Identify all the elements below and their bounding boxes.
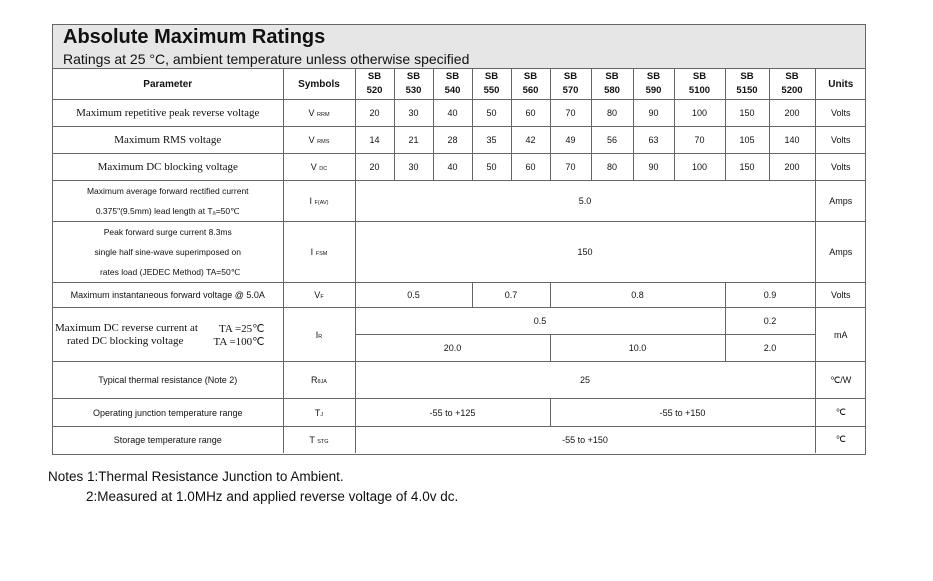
value-cell: 0.9 bbox=[725, 283, 815, 308]
unit-cell: ℃ bbox=[815, 399, 866, 427]
unit-cell: ℃ bbox=[815, 427, 866, 453]
page-subtitle: Ratings at 25 °C, ambient temperature unless otherwise specified bbox=[63, 51, 470, 67]
value-cell: 20 bbox=[355, 154, 394, 181]
value-cell: 80 bbox=[591, 154, 633, 181]
symbol: V RRM bbox=[283, 100, 355, 127]
value-cell: 200 bbox=[769, 100, 815, 127]
unit-cell: Volts bbox=[815, 154, 866, 181]
param-label: Storage temperature range bbox=[53, 427, 283, 453]
value-cell: 60 bbox=[511, 154, 550, 181]
value-cell: 10.0 bbox=[550, 335, 725, 362]
value-cell: 28 bbox=[433, 127, 472, 154]
unit-cell: mA bbox=[815, 308, 866, 362]
value-cell: 140 bbox=[769, 127, 815, 154]
notes-section bbox=[48, 467, 458, 507]
value-cell: 100 bbox=[674, 154, 725, 181]
value-cell: 150 bbox=[355, 222, 815, 283]
table-header-row bbox=[53, 69, 866, 100]
table-row bbox=[53, 308, 866, 335]
value-cell: 20 bbox=[355, 100, 394, 127]
symbol: V RMS bbox=[283, 127, 355, 154]
param-label: Maximum RMS voltage bbox=[53, 127, 283, 154]
ratings-panel bbox=[52, 24, 866, 455]
unit-cell: Volts bbox=[815, 100, 866, 127]
value-cell: 35 bbox=[472, 127, 511, 154]
value-cell: 0.5 bbox=[355, 283, 472, 308]
column-header-model: SB 540 bbox=[433, 69, 472, 100]
note-1: Notes 1:Thermal Resistance Junction to Ambient. bbox=[48, 469, 344, 484]
param-label: Typical thermal resistance (Note 2) bbox=[53, 362, 283, 399]
value-cell: 30 bbox=[394, 100, 433, 127]
column-header-symbols: Symbols bbox=[283, 69, 355, 100]
column-header-model: SB 570 bbox=[550, 69, 591, 100]
symbol: VF bbox=[283, 283, 355, 308]
value-cell: 90 bbox=[633, 100, 674, 127]
table-row bbox=[53, 399, 866, 427]
param-label: Maximum DC reverse current at TA =25℃ rated DC blocking voltage TA =100℃ bbox=[53, 308, 283, 362]
table-row bbox=[53, 427, 866, 453]
table-row bbox=[53, 283, 866, 308]
value-cell: 0.5 bbox=[355, 308, 725, 335]
value-cell: 90 bbox=[633, 154, 674, 181]
value-cell: 21 bbox=[394, 127, 433, 154]
table-row bbox=[53, 362, 866, 399]
value-cell: 56 bbox=[591, 127, 633, 154]
value-cell: 70 bbox=[550, 100, 591, 127]
param-label: Maximum DC blocking voltage bbox=[53, 154, 283, 181]
value-cell: 25 bbox=[355, 362, 815, 399]
unit-cell: Amps bbox=[815, 222, 866, 283]
symbol: IR bbox=[283, 308, 355, 362]
ratings-table bbox=[53, 68, 866, 453]
value-cell: 80 bbox=[591, 100, 633, 127]
value-cell: 63 bbox=[633, 127, 674, 154]
page-title: Absolute Maximum Ratings bbox=[63, 26, 326, 48]
value-cell: 5.0 bbox=[355, 181, 815, 222]
param-label: Maximum repetitive peak reverse voltage bbox=[53, 100, 283, 127]
symbol: V DC bbox=[283, 154, 355, 181]
value-cell: 40 bbox=[433, 154, 472, 181]
table-row bbox=[53, 181, 866, 222]
value-cell: 49 bbox=[550, 127, 591, 154]
value-cell: 0.8 bbox=[550, 283, 725, 308]
value-cell: 30 bbox=[394, 154, 433, 181]
symbol: T STG bbox=[283, 427, 355, 453]
unit-cell: Volts bbox=[815, 127, 866, 154]
value-cell: 60 bbox=[511, 100, 550, 127]
value-cell: 105 bbox=[725, 127, 769, 154]
value-cell: -55 to +125 bbox=[355, 399, 550, 427]
param-label: Peak forward surge current 8.3ms single half sine-wave superimposed on rates load (JEDEC Method) TA=50℃ bbox=[53, 222, 283, 283]
table-row bbox=[53, 154, 866, 181]
column-header-model: SB 550 bbox=[472, 69, 511, 100]
column-header-parameter: Parameter bbox=[53, 69, 283, 100]
value-cell: 14 bbox=[355, 127, 394, 154]
column-header-model: SB 5150 bbox=[725, 69, 769, 100]
symbol: I FSM bbox=[283, 222, 355, 283]
value-cell: 20.0 bbox=[355, 335, 550, 362]
value-cell: 50 bbox=[472, 100, 511, 127]
value-cell: 2.0 bbox=[725, 335, 815, 362]
column-header-model: SB 590 bbox=[633, 69, 674, 100]
value-cell: 50 bbox=[472, 154, 511, 181]
table-row bbox=[53, 222, 866, 283]
value-cell: 150 bbox=[725, 154, 769, 181]
value-cell: -55 to +150 bbox=[355, 427, 815, 453]
column-header-model: SB 560 bbox=[511, 69, 550, 100]
unit-cell: Amps bbox=[815, 181, 866, 222]
value-cell: 40 bbox=[433, 100, 472, 127]
value-cell: 100 bbox=[674, 100, 725, 127]
value-cell: 150 bbox=[725, 100, 769, 127]
column-header-units: Units bbox=[815, 69, 866, 100]
ratings-header bbox=[53, 25, 865, 68]
value-cell: 200 bbox=[769, 154, 815, 181]
symbol: I F(AV) bbox=[283, 181, 355, 222]
symbol: RθJA bbox=[283, 362, 355, 399]
value-cell: 70 bbox=[674, 127, 725, 154]
column-header-model: SB 530 bbox=[394, 69, 433, 100]
param-label: Operating junction temperature range bbox=[53, 399, 283, 427]
column-header-model: SB 5200 bbox=[769, 69, 815, 100]
column-header-model: SB 5100 bbox=[674, 69, 725, 100]
value-cell: 70 bbox=[550, 154, 591, 181]
symbol: TJ bbox=[283, 399, 355, 427]
value-cell: 0.2 bbox=[725, 308, 815, 335]
value-cell: 0.7 bbox=[472, 283, 550, 308]
value-cell: -55 to +150 bbox=[550, 399, 815, 427]
table-row bbox=[53, 100, 866, 127]
note-2: 2:Measured at 1.0MHz and applied reverse voltage of 4.0v dc. bbox=[86, 489, 459, 504]
unit-cell: Volts bbox=[815, 283, 866, 308]
column-header-model: SB 580 bbox=[591, 69, 633, 100]
table-row bbox=[53, 127, 866, 154]
value-cell: 42 bbox=[511, 127, 550, 154]
param-label: Maximum average forward rectified current 0.375"(9.5mm) lead length at Tₐ=50℃ bbox=[53, 181, 283, 222]
column-header-model: SB 520 bbox=[355, 69, 394, 100]
param-label: Maximum instantaneous forward voltage @ 5.0A bbox=[53, 283, 283, 308]
unit-cell: ℃/W bbox=[815, 362, 866, 399]
